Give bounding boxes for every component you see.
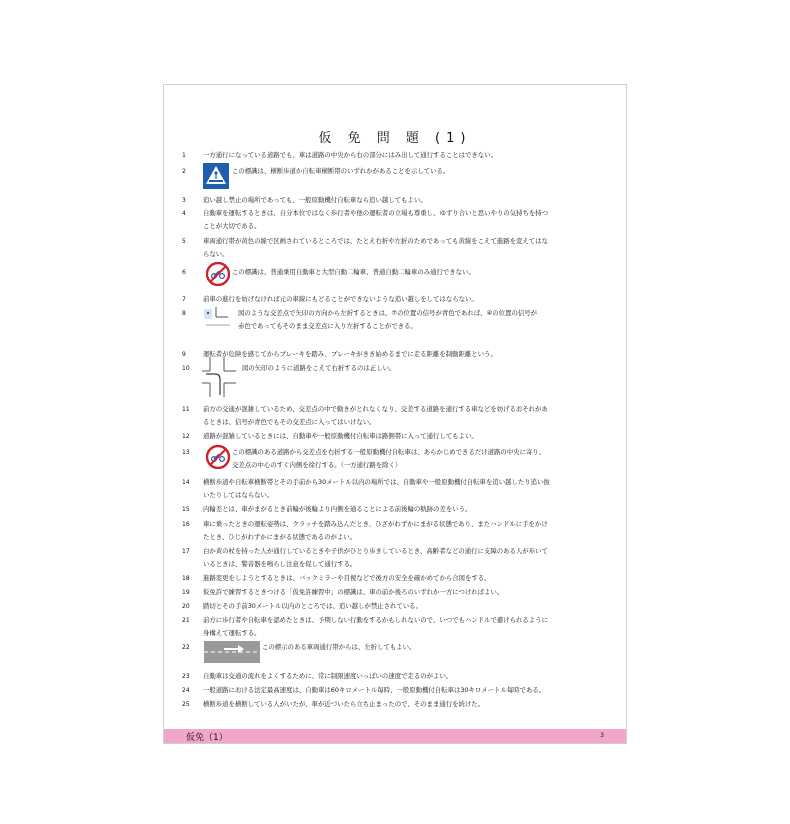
road-turn-diagram-icon [202, 357, 236, 397]
question-text: 進路変更をしようとするときは、バックミラーや目視などで後方の安全を確かめてから合図をする。 [203, 574, 491, 582]
question-number: 7 [182, 296, 186, 303]
question-text: 追い越し禁止の場所であっても、一般原動機付自転車なら追い越してもよい。 [203, 196, 427, 204]
question-number: 15 [182, 506, 190, 513]
question-text: 内輪差とは、車がまがるとき前輪が後輪より内側を通ることによる前後輪の軌跡の差をいう。 [203, 505, 472, 513]
question-number: 18 [182, 575, 190, 582]
question-number: 2 [182, 168, 186, 175]
question-text: 自動車を運転するときは、自分本位ではなく歩行者や他の運転者の立場も尊重し、ゆずり合いと思いやりの気持ちを持つ ことが大切である。 [203, 209, 549, 230]
question-text: 一般道路における法定最高速度は、自動車は60キロメートル毎時、一般原動機付自転車は30キロメートル毎時である。 [203, 686, 546, 694]
question-text: 図の矢印のように道路をこえて右折するのは正しい。 [242, 364, 396, 372]
question-text: 車両通行帯が黄色の線で区画されているところでは、たとえ右折や左折のためであっても黄線をこえて進路を変えてはな らない。 [203, 237, 548, 258]
question-text: 前方の交通が混雑しているため、交差点の中で動きがとれなくなり、交差する道路を通行する車などを妨げるおそれがあ るときは、信号が青色でもその交差点に入ってはいけない。 [203, 405, 548, 426]
footer-band [164, 729, 626, 743]
question-number: 17 [182, 548, 190, 555]
question-number: 13 [182, 449, 190, 456]
question-number: 1 [182, 152, 186, 159]
question-number: 14 [182, 479, 190, 486]
question-text: この標示のある車両通行帯からは、左折してもよい。 [262, 643, 416, 651]
question-number: 16 [182, 521, 190, 528]
intersection-signal-diagram-icon [204, 305, 236, 331]
question-number: 9 [182, 351, 186, 358]
page-title: 仮 免 問 題 (1) [318, 131, 472, 146]
question-number: 19 [182, 589, 190, 596]
question-number: 3 [182, 197, 186, 204]
question-number: 25 [182, 701, 190, 708]
no-motorcycle-sign-icon [206, 262, 230, 286]
question-number: 22 [182, 644, 190, 651]
question-text: 道路が混雑しているときには、自動車や一般原動機付自転車は路側帯に入って通行してもよい。 [203, 432, 478, 440]
question-number: 11 [182, 406, 190, 413]
crosswalk-bicycle-sign-icon [202, 162, 230, 190]
question-number: 23 [182, 673, 190, 680]
question-number: 21 [182, 617, 190, 624]
page-number: 3 [600, 732, 604, 739]
question-text: この標識のある道路から交差点を右折する一般原動機付自転車は、あらかじめできるだけ道路の中央に寄り、 交差点の中心のすぐ内側を徐行する。（一方通行路を除く） [232, 448, 546, 469]
question-text: 横断歩道を横断している人がいたが、車が近づいたら立ち止まったので、そのまま通行を続けた。 [203, 700, 485, 708]
question-text: 図のような交差点で矢印の方向から左折するときは、⑦の位置の信号が青色であれば、④の位置の信号が 赤色であってもそのまま交差点に入り左折することができる。 [238, 309, 538, 330]
question-text: 横断歩道や自転車横断帯とその手前から30メートル以内の場所では、自動車や一般原動機付自転車を追い越したり追い抜 いたりしてはならない。 [203, 478, 550, 499]
question-text: 自動車は交通の流れをよくするために、常に制限速度いっぱいの速度で走るのがよい。 [203, 672, 453, 680]
footer-label: 仮免（1） [186, 733, 228, 743]
lane-marking-diagram-icon [204, 641, 260, 663]
question-text: この標識は、普通乗用自動車と大型自動二輪車、普通自動二輪車のみ通行できない。 [232, 268, 475, 276]
question-text: 前方に歩行者や自転車を認めたときは、予期しない行動をするかもしれないので、いつでもハンドルで避けられるように 身構えて運転する。 [203, 616, 548, 637]
question-text: 運転者が危険を感じてからブレーキを踏み、ブレーキがきき始めるまでに走る距離を制動距離という。 [203, 350, 497, 358]
question-text: 踏切とその手前30メートル以内のところでは、追い越しが禁止されている。 [203, 602, 422, 610]
question-number: 24 [182, 687, 190, 694]
question-text: 車に乗ったときの運転姿勢は、クラッチを踏み込んだとき、ひざがわずかにまがる状態であり、またハンドルに手をかけ たとき、ひじがわずかにまがる状態であるのがよい。 [203, 520, 548, 541]
question-number: 5 [182, 238, 186, 245]
question-text: 白か黄の杖を持った人が通行しているときや子供がひとり歩きしているとき、高齢者などの通行に支障のある人が歩いて いるときは、警音器を鳴らし注意を促して通行する。 [203, 547, 548, 568]
question-number: 6 [182, 269, 186, 276]
worksheet-page [163, 84, 627, 744]
question-number: 10 [182, 365, 190, 372]
question-number: 8 [182, 310, 186, 317]
question-number: 12 [182, 433, 190, 440]
no-motorcycle-right-turn-sign-icon [206, 445, 230, 469]
question-text: 一方通行になっている道路でも、車は道路の中央から右の部分にはみ出して通行することはできない。 [203, 151, 497, 159]
question-text: 前車の進行を妨げなければ元の車線にもどることができないような追い越しをしてはならない。 [203, 295, 478, 303]
question-text: 仮免許で練習するときつける「仮免許練習中」の標識は、車の前か後ろのいずれか一方につければよい。 [203, 588, 504, 596]
question-number: 20 [182, 603, 190, 610]
question-text: この標識は、横断歩道か自転車横断帯のいずれかがあることを示している。 [232, 167, 450, 175]
question-number: 4 [182, 210, 186, 217]
